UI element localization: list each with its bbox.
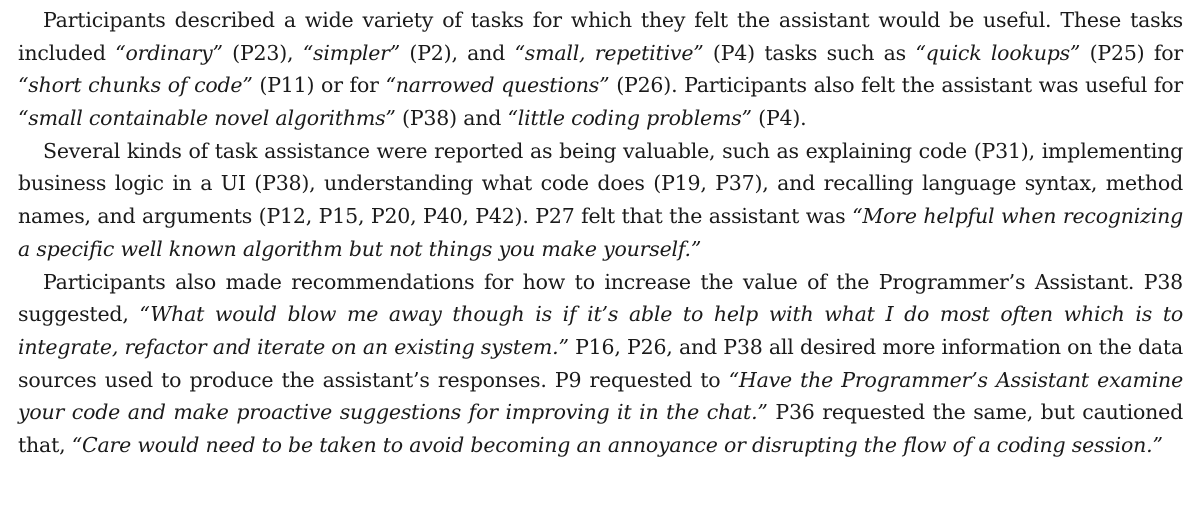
body-text: (P25) for (1080, 40, 1183, 65)
quoted-phrase: “ordinary” (115, 40, 223, 65)
quoted-phrase: “little coding problems” (507, 105, 752, 130)
quoted-phrase: “simpler” (302, 40, 401, 65)
quoted-phrase: “small containable novel algorithms” (18, 105, 396, 130)
quoted-phrase: “quick lookups” (915, 40, 1081, 65)
paragraph-task-assistance (18, 135, 1183, 265)
body-text: (P2), and (400, 40, 515, 65)
quoted-phrase: “narrowed questions” (385, 73, 610, 98)
body-text: (P26). Participants also felt the assistant was useful for (609, 73, 1183, 98)
body-text: (P4) tasks such as (703, 40, 916, 65)
body-text: Several kinds of task assistance were reported as being valuable, such as explaining code (P31), implementing business logic in a UI (P38), understanding what code does (P19, P37), and recalling language syntax, method names, and arguments (P12, P15, P20, P40, P42). P27 felt that the assistant was (18, 138, 1183, 229)
quoted-phrase: “Care would need to be taken to avoid becoming an annoyance or disrupting the flow of a coding session.” (71, 432, 1163, 457)
body-text: (P38) and (395, 105, 508, 130)
quoted-phrase: “More helpful when recognizing a specific well known algorithm but not things you make yourself.” (18, 204, 1183, 261)
paragraph-recommendations (18, 266, 1183, 462)
body-text: Participants described a wide variety of tasks for which they felt the assistant would be useful. These tasks included (18, 8, 1183, 65)
quoted-phrase: “short chunks of code” (18, 73, 253, 98)
body-text: (P4). (751, 105, 807, 130)
quoted-phrase: “small, repetitive” (514, 40, 704, 65)
body-text: Participants also made recommendations for how to increase the value of the Programmer’s Assistant. P38 suggested, (18, 269, 1183, 327)
body-text: (P23), (222, 40, 303, 65)
quoted-phrase: “What would blow me away though is if it’s able to help with what I do most often which is to integrate, refactor and iterate on an existing system.” (18, 302, 1183, 359)
paragraph-task-types (18, 4, 1183, 134)
quoted-phrase: “Have the Programmer’s Assistant examine your code and make proactive suggestions for improving it in the chat.” (18, 367, 1183, 425)
body-text: P16, P26, and P38 all desired more information on the data sources used to produce the assistant’s responses. P9 requested to (18, 334, 1183, 392)
body-text: P36 requested the same, but cautioned that, (18, 400, 1184, 457)
body-text: (P11) or for (252, 73, 386, 98)
